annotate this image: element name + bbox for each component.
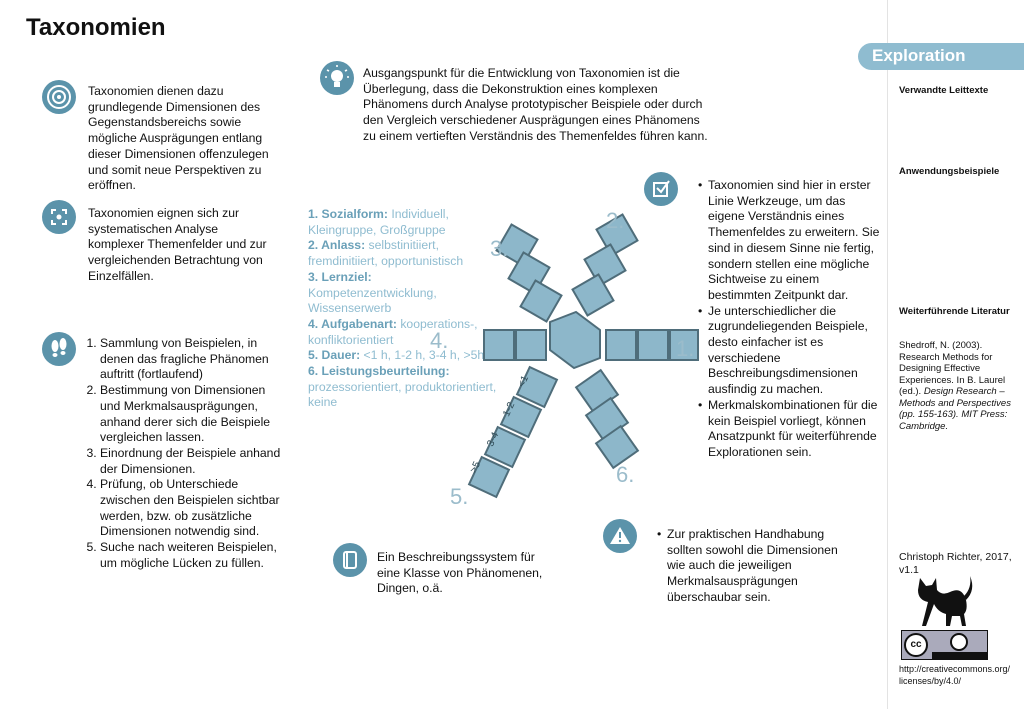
reference-part-b: Design Research – Methods and Perspectives (pp. 155-163). MIT Press: Cambridge. <box>899 386 1011 432</box>
duration-label: 1-2 <box>501 400 518 419</box>
duration-label: <1 <box>516 374 532 389</box>
checkbox-icon <box>644 172 678 206</box>
note-item: • Je unterschiedlicher die zugrundeliegenden Beispiele, desto einfacher ist es verschiedene Beschreibungsdimensionen ausfindig zu machen. <box>708 304 883 398</box>
legend-item: 3. Lernziel: Kompetenzentwicklung, Wissenserwerb <box>308 269 437 316</box>
duration-label: >5 <box>468 460 484 475</box>
warning-item: • Zur praktischen Handhabung sollten sowohl die Dimensionen wie auch die jeweiligen Merkmalsausprägungen überschaubar sein. <box>667 527 852 606</box>
cells-axis-5 <box>469 367 557 497</box>
premise-paragraph: Ausgangspunkt für die Entwicklung von Taxonomien ist die Überlegung, dass die Dekonstruktion eines komplexen Phänomens durch Analyse prototypischer Beispiele oder durch den Vergleich verschiedener Ausprägungen eines Phänomens zu einem vertieften Verständnis des Themenfeldes führen kann. <box>363 66 708 143</box>
cells-axis-2 <box>573 215 638 316</box>
document-icon <box>333 543 367 577</box>
steps-list <box>86 336 286 572</box>
step-item: 3. Einordnung der Beispiele anhand der Dimensionen. <box>100 446 286 477</box>
legend-item: 5. Dauer: <1 h, 1-2 h, 3-4 h, >5h <box>308 348 485 363</box>
notes-list <box>697 178 883 461</box>
warning-icon <box>603 519 637 553</box>
usage-paragraph: Taxonomien eignen sich zur systematischen Analyse komplexer Themenfelder und zur vergleichenden Betrachtung von Einzelfällen. <box>88 206 267 283</box>
step-item: 1. Sammlung von Beispielen, in denen das fragliche Phänomen auftritt (fortlaufend) <box>100 336 286 383</box>
reference-text <box>899 340 1014 432</box>
note-item: • Merkmalskombinationen für die kein Beispiel vorliegt, können Ansatzpunkt für weiterführende Explorationen sein. <box>708 398 883 461</box>
axis-number-5: 5. <box>450 484 469 509</box>
attribution-icon <box>950 633 968 651</box>
center-hexagon <box>550 312 600 368</box>
definition-text: Ein Beschreibungssystem für eine Klasse von Phänomenen, Dingen, o.ä. <box>377 550 543 596</box>
warning-list <box>656 527 852 606</box>
by-strip <box>932 652 987 659</box>
license-link[interactable]: http://creativecommons.org/licenses/by/4.0/ <box>899 664 1011 686</box>
author-credit: Christoph Richter, 2017, v1.1 <box>899 551 1012 576</box>
sidebar-divider <box>887 0 888 709</box>
note-item: • Taxonomien sind hier in erster Linie Werkzeuge, um das eigene Verständnis eines Themenfeldes zu erweitern. Sie sind in diesem Sinne nie fertig, sondern stellen eine mögliche Sichtweise zu einem bestimmten Zeitpunkt dar. <box>708 178 883 304</box>
cc-icon: cc <box>904 633 928 657</box>
duration-label: 3-4 <box>485 430 502 449</box>
step-item: 2. Bestimmung von Dimensionen und Merkmalsausprägungen, anhand derer sich die Beispiele vergleichen lassen. <box>100 383 286 446</box>
black-cat-icon <box>912 570 976 628</box>
lightbulb-icon <box>320 61 354 95</box>
related-texts-link[interactable]: Verwandte Leittexte <box>899 85 989 96</box>
focus-icon <box>42 200 76 234</box>
cells-axis-6 <box>576 370 638 468</box>
target-icon <box>42 80 76 114</box>
cells-axis-4 <box>484 330 546 360</box>
axis-number-1: 1. <box>676 336 695 361</box>
legend-item: 4. Aufgabenart: kooperations-, konfliktorientiert <box>308 316 478 347</box>
step-item: 5. Suche nach weiteren Beispielen, um mögliche Lücken zu füllen. <box>100 540 286 571</box>
exploration-badge: Exploration <box>858 43 1024 70</box>
footsteps-icon <box>42 332 76 366</box>
reference-part-a: Shedroff, N. (2003). Research Methods for Designing Effective Experiences. In B. Laurel (ed.). <box>899 340 1006 397</box>
further-reading-title: Weiterführende Literatur <box>899 306 1010 317</box>
legend-item: 1. Sozialform: Individuell, Kleingruppe, Großgruppe <box>308 207 449 237</box>
axis-number-2: 2. <box>606 208 625 233</box>
intro-paragraph: Taxonomien dienen dazu grundlegende Dimensionen des Gegenstandsbereichs sowie mögliche Ausprägungen entlang dieser Dimensionen offenzulegen und somit neue Perspektiven zu eröffnen. <box>88 84 269 193</box>
examples-link[interactable]: Anwendungsbeispiele <box>899 166 1000 177</box>
legend-item: 6. Leistungsbeurteilung: prozessorientiert, produktorientiert, keine <box>308 364 497 410</box>
axis-number-3: 3. <box>490 236 509 261</box>
axis-number-4: 4. <box>430 328 449 353</box>
axis-number-6: 6. <box>616 462 635 487</box>
step-item: 4. Prüfung, ob Unterschiede zwischen den Beispielen sichtbar werden, bzw. ob zusätzliche Dimensionen notwendig sind. <box>100 477 286 540</box>
cc-by-license-badge[interactable] <box>901 630 988 660</box>
page-title: Taxonomien <box>26 14 166 41</box>
legend-item: 2. Anlass: selbstinitiiert, fremdinitiiert, opportunistisch <box>308 238 464 269</box>
